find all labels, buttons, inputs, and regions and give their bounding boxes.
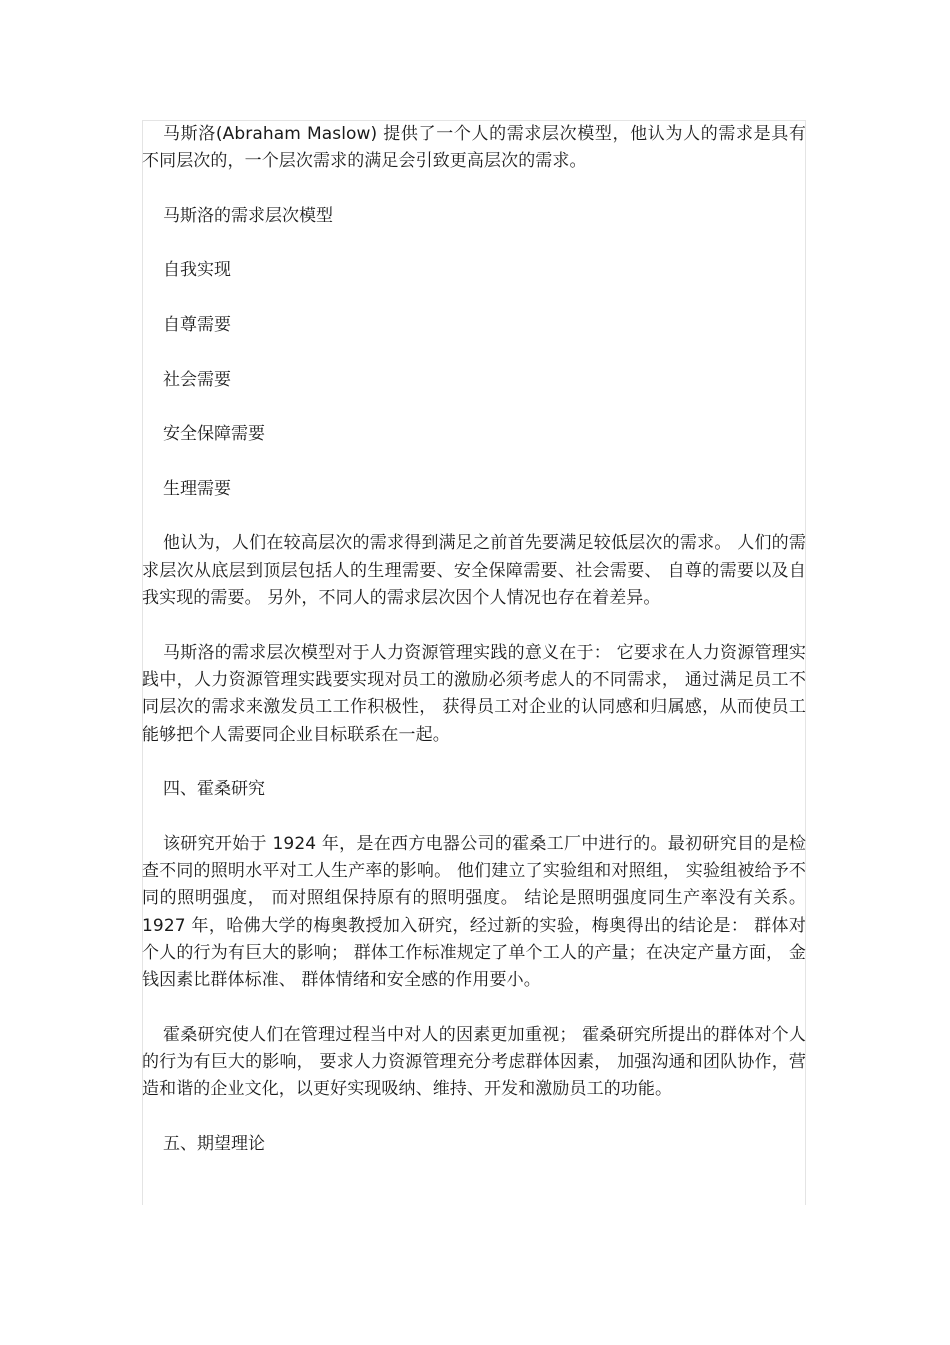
list-item-esteem: 自尊需要 [163, 315, 231, 336]
paragraph-spacer [142, 749, 806, 776]
list-item-social: 社会需要 [163, 369, 231, 390]
heading-maslow-model: 马斯洛的需求层次模型 [163, 205, 333, 226]
paragraph-spacer [142, 285, 806, 312]
list-item-safety: 安全保障需要 [163, 424, 265, 445]
paragraph-spacer [142, 394, 806, 421]
list-item-self-actualization: 自我实现 [163, 260, 231, 281]
paragraph-spacer [142, 503, 806, 530]
document-body [142, 121, 806, 1158]
paragraph-hawthorne-implications: 霍桑研究使人们在管理过程当中对人的因素更加重视； 霍桑研究所提出的群体对个人的行为有巨大的影响， 要求人力资源管理充分考虑群体因素， 加强沟通和团队协作，营造和谐的企业文化，以更好实现吸纳、维持、开发和激励员工的功能。 [142, 1024, 806, 1100]
paragraph-maslow-intro: 马斯洛(Abraham Maslow) 提供了一个人的需求层次模型，他认为人的需求是具有不同层次的，一个层次需求的满足会引致更高层次的需求。 [142, 124, 806, 172]
paragraph-hierarchy-explanation: 他认为，人们在较高层次的需求得到满足之前首先要满足较低层次的需求。 人们的需求层次从底层到顶层包括人的生理需要、安全保障需要、社会需要、 自尊的需要以及自我实现的需要。 另外，不同人的需求层次因个人情况也存在着差异。 [142, 533, 806, 609]
paragraph-hawthorne-study: 该研究开始于 1924 年，是在西方电器公司的霍桑工厂中进行的。最初研究目的是检查不同的照明水平对工人生产率的影响。 他们建立了实验组和对照组， 实验组被给予不同的照明强度， 而对照组保持原有的照明强度。 结论是照明强度同生产率没有关系。 1927 年，哈佛大学的梅奥教授加入研究，经过新的实验，梅奥得出的结论是： 群体对个人的行为有巨大的影响； 群体工作标准规定了单个工人的产量；在决定产量方面， 金钱因素比群体标准、 群体情绪和安全感的作用要小。 [142, 833, 806, 991]
list-item-physiological: 生理需要 [163, 478, 231, 499]
paragraph-spacer [142, 230, 806, 257]
paragraph-hr-significance: 马斯洛的需求层次模型对于人力资源管理实践的意义在于： 它要求在人力资源管理实践中，人力资源管理实践要实现对员工的激励必须考虑人的不同需求， 通过满足员工不同层次的需求来激发员工工作积极性， 获得员工对企业的认同感和归属感，从而使员工能够把个人需要同企业目标联系在一起。 [142, 642, 806, 745]
heading-hawthorne: 四、霍桑研究 [163, 779, 265, 800]
paragraph-spacer [142, 1104, 806, 1131]
heading-expectancy-theory: 五、期望理论 [163, 1133, 265, 1154]
paragraph-spacer [142, 803, 806, 830]
paragraph-spacer [142, 995, 806, 1022]
paragraph-spacer [142, 176, 806, 203]
paragraph-spacer [142, 339, 806, 366]
paragraph-spacer [142, 449, 806, 476]
paragraph-spacer [142, 612, 806, 639]
